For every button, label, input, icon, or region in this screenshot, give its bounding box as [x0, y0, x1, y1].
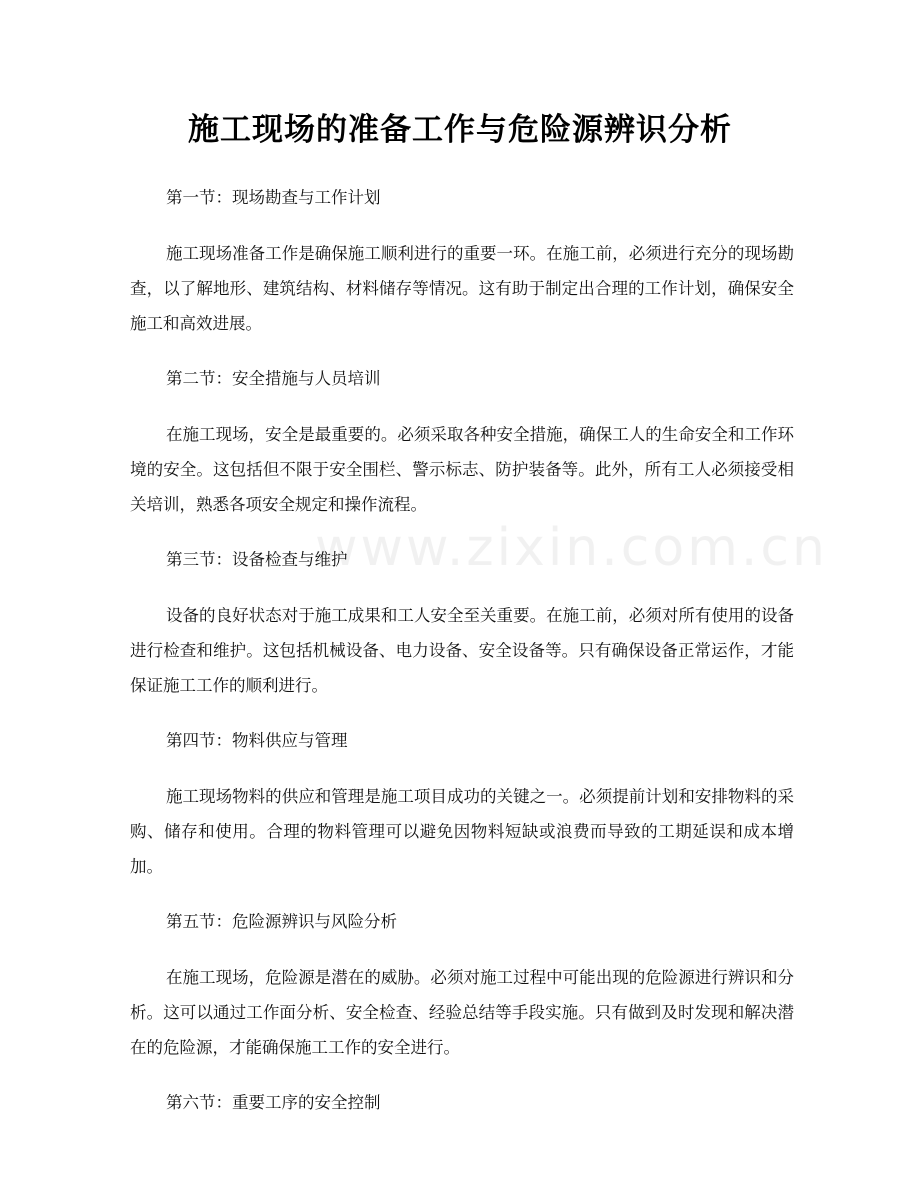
section-paragraph-2: 在施工现场，安全是最重要的。必须采取各种安全措施，确保工人的生命安全和工作环境的安全。这包括但不限于安全围栏、警示标志、防护装备等。此外，所有工人必须接受相关培训，熟悉各项安全规定和操作流程。 — [130, 425, 794, 514]
section-paragraph-5: 在施工现场，危险源是潜在的威胁。必须对施工过程中可能出现的危险源进行辨识和分析。这可以通过工作面分析、安全检查、经验总结等手段实施。只有做到及时发现和解决潜在的危险源，才能确保施工工作的安全进行。 — [130, 968, 794, 1057]
section-heading-2: 第二节：安全措施与人员培训 — [166, 369, 381, 388]
section-heading-6: 第六节：重要工序的安全控制 — [166, 1093, 381, 1112]
section-heading-4: 第四节：物料供应与管理 — [166, 731, 348, 750]
section-heading-1: 第一节：现场勘查与工作计划 — [166, 188, 381, 207]
section-heading-5: 第五节：危险源辨识与风险分析 — [166, 912, 397, 931]
section-paragraph-3: 设备的良好状态对于施工成果和工人安全至关重要。在施工前，必须对所有使用的设备进行检查和维护。这包括机械设备、电力设备、安全设备等。只有确保设备正常运作，才能保证施工工作的顺利进行。 — [130, 606, 794, 695]
document-title: 施工现场的准备工作与危险源辨识分析 — [188, 112, 732, 148]
section-paragraph-1: 施工现场准备工作是确保施工顺利进行的重要一环。在施工前，必须进行充分的现场勘查，以了解地形、建筑结构、材料储存等情况。这有助于制定出合理的工作计划，确保安全施工和高效进展。 — [130, 244, 794, 333]
section-heading-3: 第三节：设备检查与维护 — [166, 550, 348, 569]
section-paragraph-4: 施工现场物料的供应和管理是施工项目成功的关键之一。必须提前计划和安排物料的采购、储存和使用。合理的物料管理可以避免因物料短缺或浪费而导致的工期延误和成本增加。 — [130, 787, 794, 876]
watermark-text: www.zixin.com.cn — [315, 518, 828, 578]
document-body — [130, 184, 794, 1141]
